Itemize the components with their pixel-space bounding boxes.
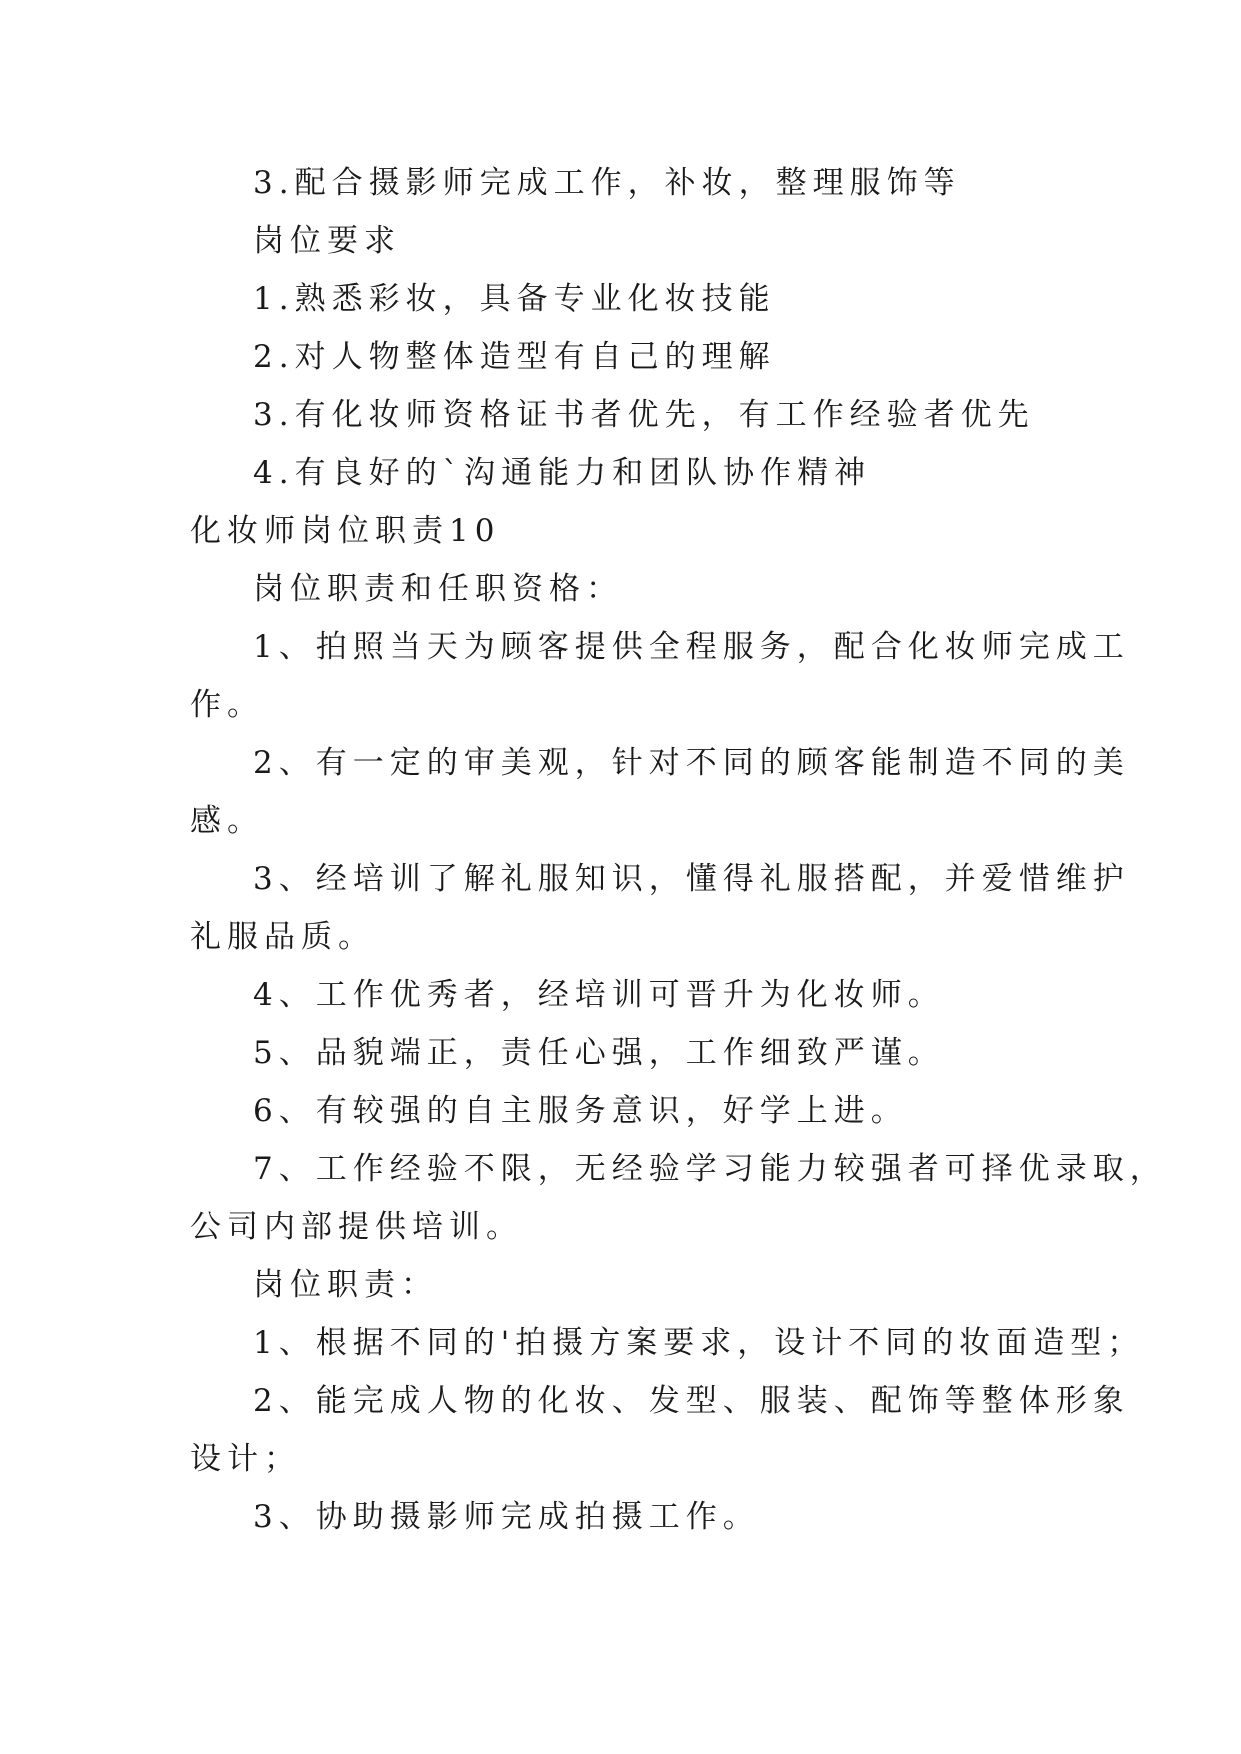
text-line: 2、有一定的审美观，针对不同的顾客能制造不同的美 [253, 745, 1130, 781]
text-line: 4、工作优秀者，经培训可晋升为化妆师。 [253, 977, 945, 1013]
text-line-continuation: 设计； [190, 1441, 301, 1477]
text-line-continuation: 感。 [190, 803, 264, 839]
text-line: 3.有化妆师资格证书者优先，有工作经验者优先 [253, 397, 1035, 433]
text-line: 7、工作经验不限，无经验学习能力较强者可择优录取， [253, 1151, 1167, 1187]
section-heading: 岗位要求 [253, 223, 401, 259]
section-heading: 岗位职责： [253, 1267, 438, 1303]
text-line: 6、有较强的自主服务意识，好学上进。 [253, 1093, 908, 1129]
text-line-continuation: 公司内部提供培训。 [190, 1209, 523, 1245]
section-heading: 岗位职责和任职资格： [253, 571, 623, 607]
text-line: 3.配合摄影师完成工作，补妆，整理服饰等 [253, 165, 961, 201]
text-line-continuation: 礼服品质。 [190, 919, 375, 955]
text-line: 2.对人物整体造型有自己的理解 [253, 339, 776, 375]
text-line: 2、能完成人物的化妆、发型、服装、配饰等整体形象 [253, 1383, 1130, 1419]
section-title: 化妆师岗位职责10 [190, 513, 501, 549]
text-line: 1、根据不同的'拍摄方案要求，设计不同的妆面造型； [253, 1325, 1145, 1361]
text-line: 4.有良好的`沟通能力和团队协作精神 [253, 455, 872, 491]
text-line: 3、协助摄影师完成拍摄工作。 [253, 1499, 760, 1535]
text-line: 1、拍照当天为顾客提供全程服务，配合化妆师完成工 [253, 629, 1130, 665]
text-line-continuation: 作。 [190, 687, 264, 723]
text-line: 1.熟悉彩妆，具备专业化妆技能 [253, 281, 776, 317]
text-line: 5、品貌端正，责任心强，工作细致严谨。 [253, 1035, 945, 1071]
text-line: 3、经培训了解礼服知识，懂得礼服搭配，并爱惜维护 [253, 861, 1130, 897]
